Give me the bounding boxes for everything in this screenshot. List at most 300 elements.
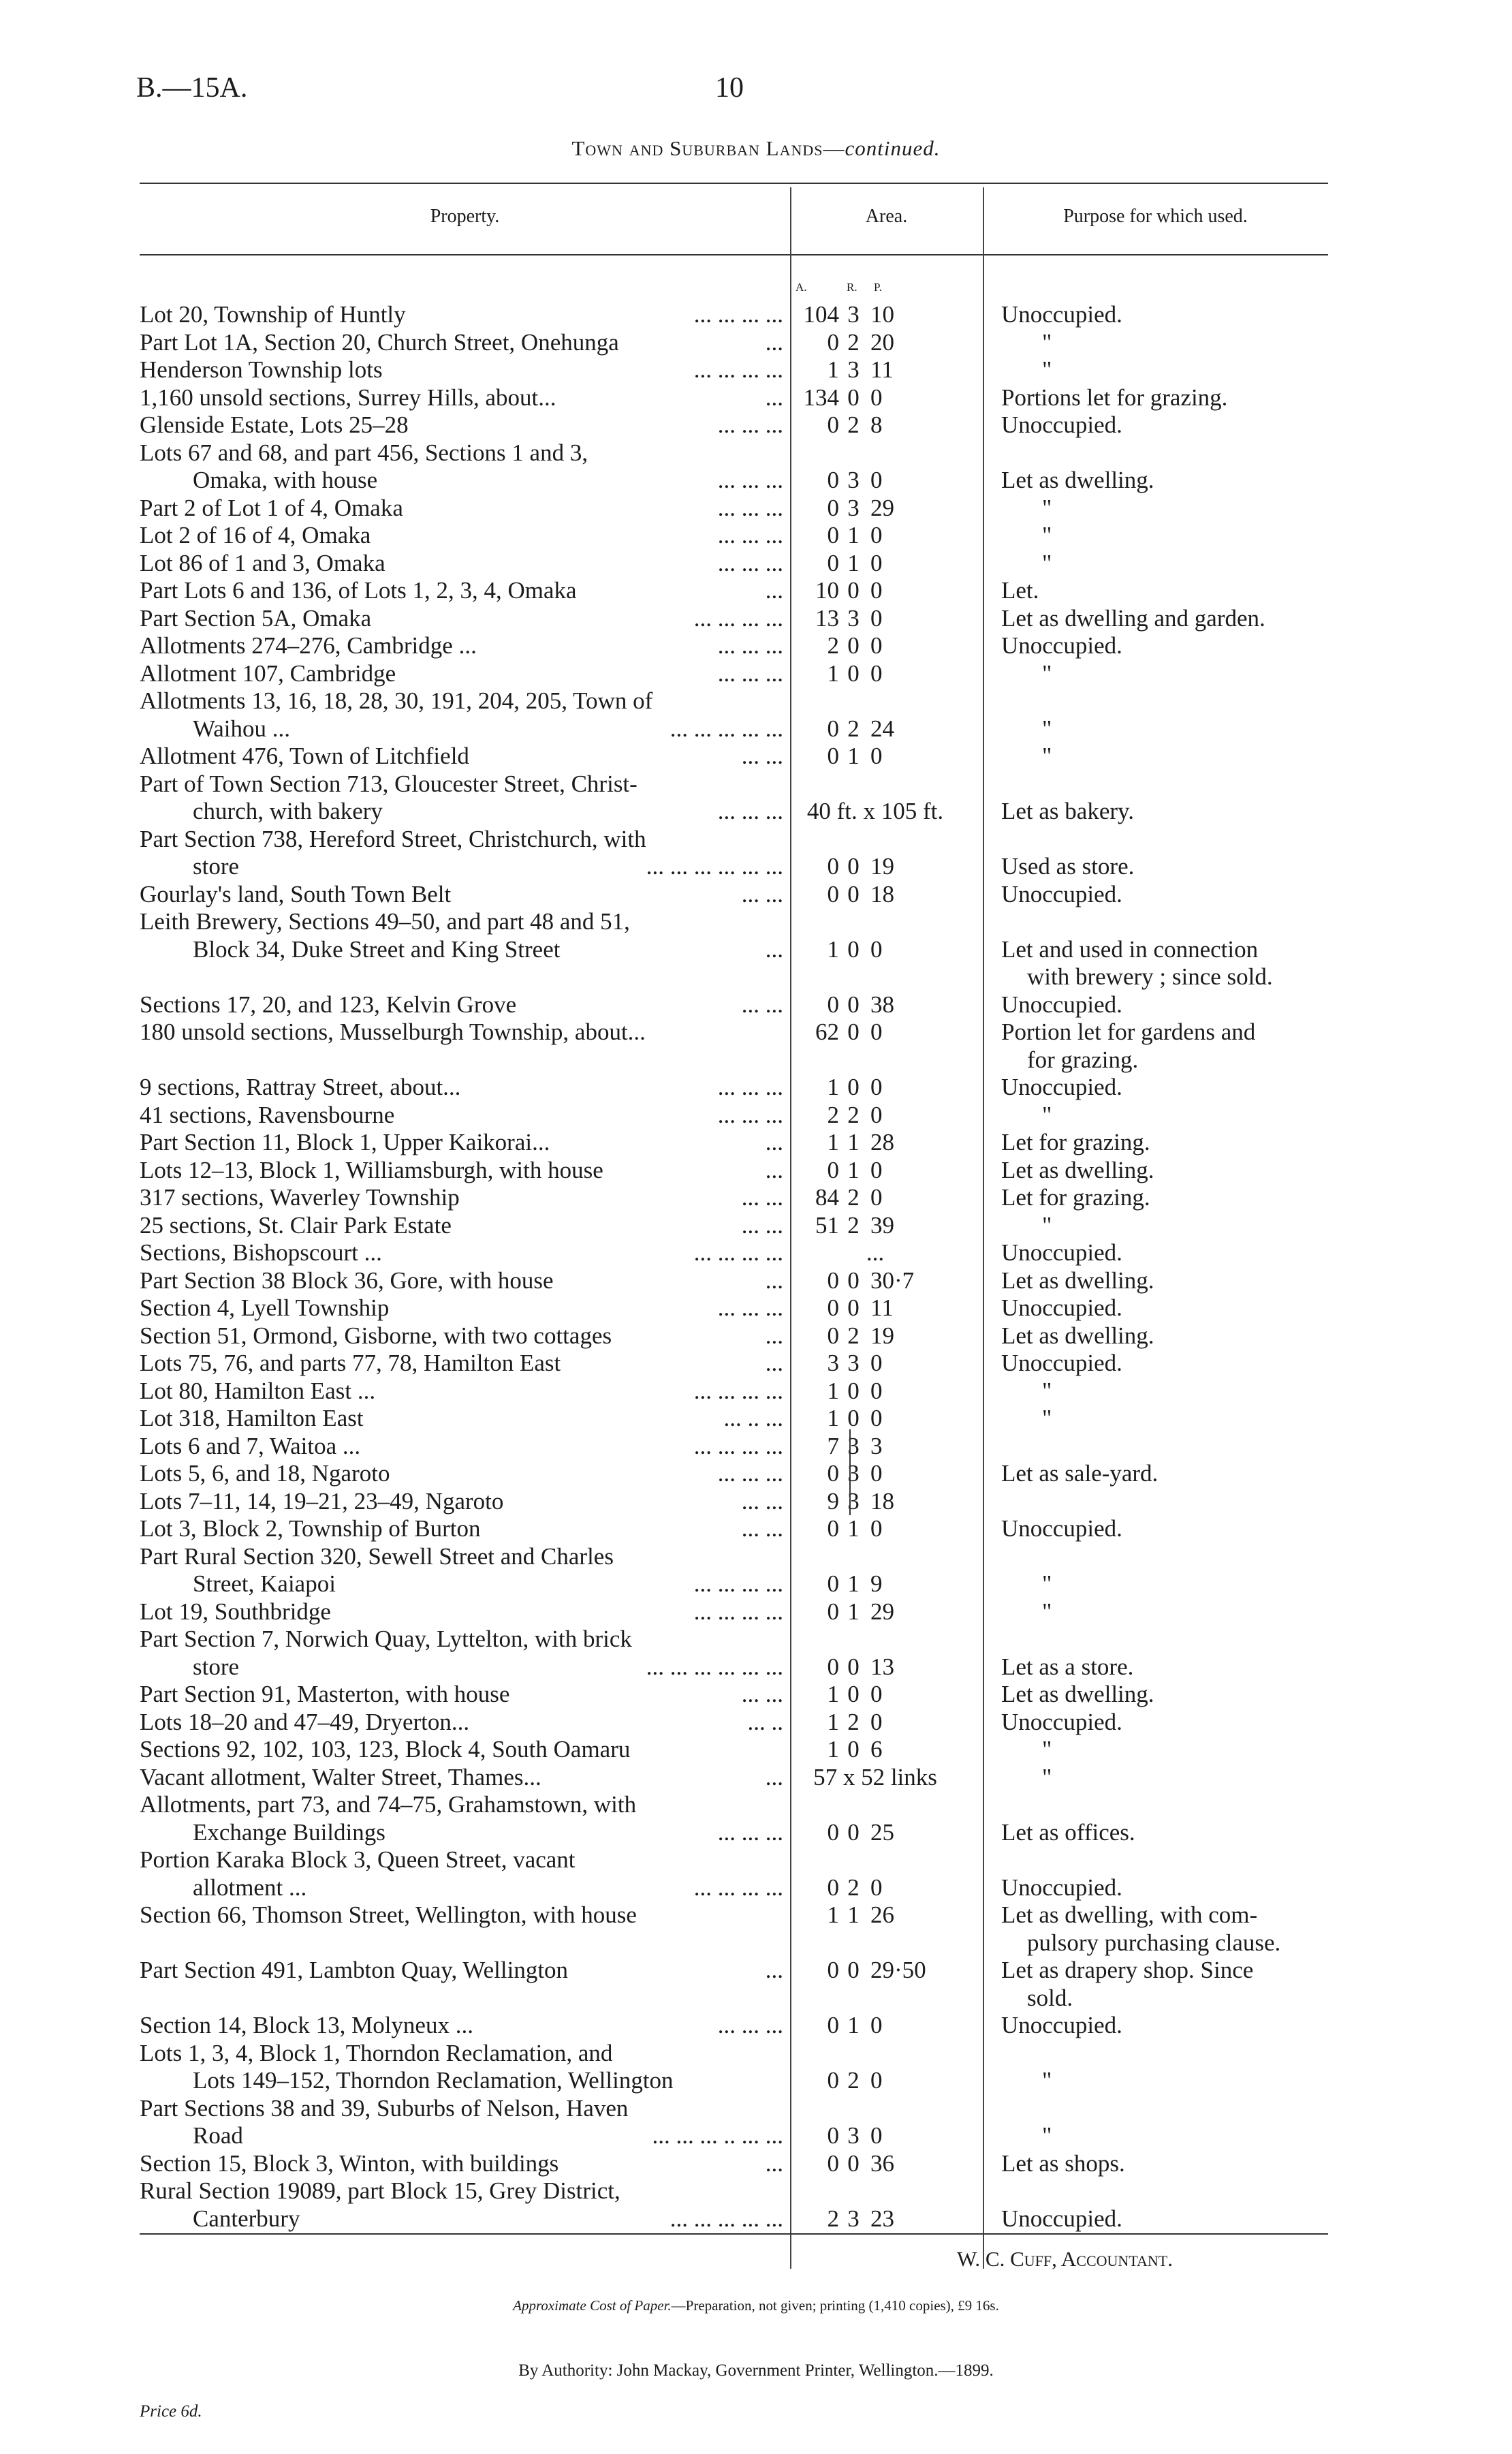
purpose-line: with brewery ; since sold. xyxy=(1027,963,1273,990)
property-line: Rural Section 19089, part Block 15, Grey District, xyxy=(140,2177,620,2204)
purpose-cell xyxy=(1001,1764,1355,1792)
area-acres: 0 xyxy=(827,1957,839,1983)
purpose-cell xyxy=(1001,329,1355,357)
property-cell xyxy=(140,1074,783,1102)
table-row xyxy=(140,2177,1366,2233)
table-row xyxy=(140,1515,1366,1543)
property-cell xyxy=(140,1901,783,1929)
area-acres: 0 xyxy=(827,2149,839,2177)
area-perches: 0 xyxy=(870,1681,883,1707)
area-cell xyxy=(793,302,957,329)
unit-roods: R. xyxy=(847,281,857,294)
area-acres: 1 xyxy=(827,1901,839,1928)
purpose-line: Unoccupied. xyxy=(1001,880,1122,907)
area-perches: 0 xyxy=(870,743,883,769)
purpose-cell xyxy=(1001,1129,1355,1157)
purpose-line: Let as dwelling. xyxy=(1001,1267,1154,1294)
area-text: 40 ft. x 105 ft. xyxy=(806,798,944,824)
area-roods: 0 xyxy=(847,853,860,880)
area-cell xyxy=(793,1433,957,1460)
property-cell xyxy=(140,439,783,495)
property-line: 41 sections, Ravensbourne xyxy=(140,1101,395,1128)
footnote-text: —Preparation, not given; printing (1,410 copies), £9 16s. xyxy=(671,2297,999,2314)
purpose-line: Unoccupied. xyxy=(1001,2205,1122,2232)
area-perches: 25 xyxy=(870,1818,894,1846)
property-line: Portion Karaka Block 3, Queen Street, vacant xyxy=(140,1846,576,1873)
table-row xyxy=(140,1212,1366,1240)
area-perches: 0 xyxy=(870,1405,883,1431)
purpose-line: Let as a store. xyxy=(1001,1653,1134,1680)
area-roods: 0 xyxy=(847,991,860,1018)
leader-dots: ... ... xyxy=(741,880,783,907)
area-text: 57 x 52 links xyxy=(813,1763,937,1790)
area-perches: 0 xyxy=(870,1515,883,1542)
area-cell xyxy=(793,1516,957,1543)
purpose-cell xyxy=(1001,495,1355,523)
purpose-cell xyxy=(1001,853,1355,881)
table-row xyxy=(140,495,1366,523)
area-text: ... xyxy=(866,1239,885,1266)
area-perches: 11 xyxy=(870,356,894,383)
property-line: Section 51, Ormond, Gisborne, with two cottages xyxy=(140,1322,612,1349)
area-acres: 0 xyxy=(827,494,839,521)
area-acres: 13 xyxy=(815,604,839,632)
area-perches: 0 xyxy=(870,935,883,963)
leader-dots: ... ... ... ... xyxy=(693,1239,783,1266)
purpose-line: Let. xyxy=(1001,577,1039,604)
area-perches: 0 xyxy=(870,1460,883,1487)
area-acres: 1 xyxy=(827,1708,839,1735)
area-perches: 3 xyxy=(870,1432,883,1459)
table-row xyxy=(140,881,1366,909)
area-roods: 0 xyxy=(847,1957,860,1983)
purpose-line: " xyxy=(1042,494,1052,521)
property-cell xyxy=(140,605,783,633)
area-cell xyxy=(793,1709,957,1736)
property-cell xyxy=(140,2177,783,2233)
purpose-cell xyxy=(1001,384,1355,412)
area-acres: 7 xyxy=(827,1432,839,1459)
leader-dots: ... ... xyxy=(741,743,783,769)
leader-dots: ... ... ... xyxy=(717,1101,783,1128)
table-row xyxy=(140,2150,1366,2178)
purpose-line: Unoccupied. xyxy=(1001,632,1122,659)
purpose-cell xyxy=(1001,2205,1355,2233)
table-row xyxy=(140,1294,1366,1322)
area-perches: 10 xyxy=(870,301,894,328)
area-acres: 0 xyxy=(827,1267,839,1294)
purpose-line: Let as dwelling, with com- xyxy=(1001,1901,1258,1928)
purpose-cell xyxy=(1001,991,1355,1019)
area-perches: 0 xyxy=(870,659,883,687)
area-cell xyxy=(793,1957,957,1985)
area-cell xyxy=(793,1295,957,1322)
property-cell xyxy=(140,356,783,384)
purpose-line: Let as dwelling. xyxy=(1001,1681,1154,1707)
table-row xyxy=(140,1901,1366,1956)
purpose-cell xyxy=(1001,1653,1355,1681)
purpose-cell xyxy=(1001,1378,1355,1405)
leader-dots: ... ... ... xyxy=(717,549,783,576)
area-cell xyxy=(793,854,957,881)
area-roods: 3 xyxy=(847,1460,860,1487)
section-title-main: Town and Suburban Lands— xyxy=(571,136,845,160)
area-perches: 0 xyxy=(870,1184,883,1211)
column-header-purpose: Purpose for which used. xyxy=(1063,206,1248,227)
area-cell xyxy=(793,2205,957,2233)
area-cell xyxy=(793,1378,957,1405)
area-perches: 36 xyxy=(870,2149,894,2177)
area-acres: 62 xyxy=(815,1019,839,1045)
property-line: Section 14, Block 13, Molyneux ... xyxy=(140,2012,473,2038)
purpose-cell xyxy=(1001,1957,1355,2012)
area-cell xyxy=(793,495,957,522)
property-cell xyxy=(140,881,783,909)
area-cell xyxy=(793,1598,957,1626)
purpose-line: Let as dwelling. xyxy=(1001,1322,1154,1349)
property-line: 317 sections, Waverley Township xyxy=(140,1184,460,1211)
area-acres: 0 xyxy=(827,1570,839,1597)
property-line: Lots 6 and 7, Waitoa ... xyxy=(140,1432,361,1459)
table-bottom-rule xyxy=(140,2233,1328,2235)
area-cell xyxy=(793,633,957,660)
property-line: Section 66, Thomson Street, Wellington, with house xyxy=(140,1901,637,1928)
area-cell xyxy=(793,1212,957,1239)
area-roods: 3 xyxy=(847,467,860,493)
purpose-cell xyxy=(1001,411,1355,439)
property-line: Allotment 476, Town of Litchfield xyxy=(140,743,469,769)
purpose-cell xyxy=(1001,1019,1355,1074)
property-cell xyxy=(140,329,783,357)
section-title xyxy=(0,136,1512,161)
property-line: Part Section 38 Block 36, Gore, with house xyxy=(140,1267,554,1294)
table-row xyxy=(140,1267,1366,1295)
table-row xyxy=(140,439,1366,495)
footnote-label: Approximate Cost of Paper. xyxy=(513,2297,672,2314)
property-cell xyxy=(140,1019,783,1046)
area-acres: 0 xyxy=(827,1294,839,1321)
table-row xyxy=(140,1102,1366,1130)
purpose-cell xyxy=(1001,301,1355,329)
property-line: Allotment 107, Cambridge xyxy=(140,659,396,687)
area-acres: 3 xyxy=(827,1350,839,1376)
area-roods: 1 xyxy=(847,1156,860,1183)
purpose-cell xyxy=(1001,2012,1355,2040)
property-line: Block 34, Duke Street and King Street xyxy=(193,935,561,963)
area-perches: 0 xyxy=(870,1874,883,1901)
purpose-cell xyxy=(1001,1874,1355,1902)
property-cell xyxy=(140,1764,783,1792)
purpose-cell xyxy=(1001,1239,1355,1267)
signature: W. C. Cuff, Accountant. xyxy=(957,2247,1173,2271)
table-row xyxy=(140,826,1366,881)
area-acres: 0 xyxy=(827,522,839,548)
purpose-cell xyxy=(1001,936,1355,991)
area-cell xyxy=(793,1102,957,1129)
table-row xyxy=(140,577,1366,605)
area-roods: 3 xyxy=(847,1487,860,1515)
area-cell xyxy=(793,1461,957,1488)
area-roods: 0 xyxy=(847,1294,860,1321)
purpose-line: Let as shops. xyxy=(1001,2149,1125,2177)
property-line: church, with bakery xyxy=(193,798,383,824)
table-row xyxy=(140,411,1366,439)
purpose-line: " xyxy=(1042,1598,1052,1625)
property-line: Canterbury xyxy=(193,2205,300,2232)
table-row xyxy=(140,1846,1366,1901)
area-roods: 2 xyxy=(847,2067,860,2094)
property-line: Road xyxy=(193,2122,243,2149)
purpose-line: " xyxy=(1042,328,1052,356)
area-roods: 0 xyxy=(847,2149,860,2177)
area-acres: 1 xyxy=(827,1129,839,1155)
area-acres: 1 xyxy=(827,1405,839,1431)
property-cell xyxy=(140,1102,783,1130)
section-title-suffix: continued. xyxy=(845,136,941,160)
property-line: Lots 67 and 68, and part 456, Sections 1 and 3, xyxy=(140,439,588,466)
property-line: store xyxy=(193,853,240,880)
area-roods: 3 xyxy=(847,2205,860,2232)
area-perches: 0 xyxy=(870,1377,883,1404)
area-acres: 0 xyxy=(827,1598,839,1625)
purpose-line: " xyxy=(1042,522,1052,548)
property-line: Part Section 738, Hereford Street, Christchurch, with xyxy=(140,825,646,852)
property-line: Waihou ... xyxy=(193,715,290,742)
property-cell xyxy=(140,1184,783,1212)
area-roods: 2 xyxy=(847,1708,860,1735)
area-acres: 1 xyxy=(827,1681,839,1707)
leader-dots: ... ... ... xyxy=(717,1460,783,1487)
property-cell xyxy=(140,2040,783,2095)
purpose-line: Unoccupied. xyxy=(1001,411,1122,438)
area-cell xyxy=(793,660,957,687)
property-line: Part Lots 6 and 136, of Lots 1, 2, 3, 4, Omaka xyxy=(140,577,577,604)
area-roods: 3 xyxy=(847,301,860,328)
property-cell xyxy=(140,411,783,439)
purpose-cell xyxy=(1001,522,1355,550)
property-line: Lot 86 of 1 and 3, Omaka xyxy=(140,549,385,576)
property-cell xyxy=(140,1709,783,1737)
leader-dots: ... xyxy=(765,1129,783,1155)
property-cell xyxy=(140,1378,783,1405)
purpose-line: " xyxy=(1042,715,1052,742)
leader-dots: ... ... ... ... ... ... xyxy=(646,853,783,880)
property-cell xyxy=(140,1515,783,1543)
leader-dots: ... ... ... xyxy=(717,522,783,548)
area-roods: 2 xyxy=(847,1101,860,1128)
leader-dots: ... ... ... ... xyxy=(693,604,783,632)
area-perches: 18 xyxy=(870,880,894,907)
area-acres: 0 xyxy=(827,1460,839,1487)
area-perches: 0 xyxy=(870,604,883,632)
area-acres: 104 xyxy=(803,301,839,328)
property-cell xyxy=(140,1239,783,1267)
area-acres: 1 xyxy=(827,935,839,963)
property-line: Lots 149–152, Thorndon Reclamation, Wellington xyxy=(193,2067,674,2094)
purpose-cell xyxy=(1001,881,1355,909)
area-cell xyxy=(793,1185,957,1212)
purpose-line: " xyxy=(1042,1405,1052,1431)
leader-dots: ... ... ... xyxy=(717,2012,783,2038)
page-number: 10 xyxy=(715,72,744,104)
purpose-cell xyxy=(1001,1598,1355,1626)
area-acres: 0 xyxy=(827,1515,839,1542)
leader-dots: ... xyxy=(765,577,783,604)
leader-dots: ... ... ... xyxy=(717,1818,783,1846)
area-cell xyxy=(793,991,957,1019)
property-line: Lot 2 of 16 of 4, Omaka xyxy=(140,522,371,548)
area-perches: 38 xyxy=(870,991,894,1018)
area-cell xyxy=(793,1267,957,1294)
purpose-line: Unoccupied. xyxy=(1001,1515,1122,1542)
leader-dots: ... ... ... ... xyxy=(693,301,783,328)
purpose-line: " xyxy=(1042,2122,1052,2149)
property-cell xyxy=(140,1322,783,1350)
area-acres: 0 xyxy=(827,991,839,1018)
property-line: Lot 318, Hamilton East xyxy=(140,1405,364,1431)
purpose-line: Let as sale-yard. xyxy=(1001,1460,1159,1487)
area-perches: 0 xyxy=(870,1708,883,1735)
purpose-cell xyxy=(1001,798,1355,826)
table-row xyxy=(140,1157,1366,1185)
area-roods: 2 xyxy=(847,715,860,742)
area-roods: 2 xyxy=(847,328,860,356)
area-cell xyxy=(793,1571,957,1598)
property-cell xyxy=(140,384,783,412)
table-row xyxy=(140,1681,1366,1709)
area-acres: 1 xyxy=(827,659,839,687)
property-cell xyxy=(140,1212,783,1240)
area-acres: 0 xyxy=(827,853,839,880)
area-roods: 2 xyxy=(847,1211,860,1239)
property-line: Leith Brewery, Sections 49–50, and part 48 and 51, xyxy=(140,908,630,935)
property-line: Section 15, Block 3, Winton, with buildings xyxy=(140,2149,559,2177)
area-roods: 3 xyxy=(847,604,860,632)
table-row xyxy=(140,1543,1366,1598)
area-perches: 0 xyxy=(870,1019,883,1045)
table-header-rule xyxy=(140,254,1328,255)
property-line: Part Section 491, Lambton Quay, Wellington xyxy=(140,1957,569,1983)
area-perches: 0 xyxy=(870,522,883,548)
property-cell xyxy=(140,1488,783,1516)
property-cell xyxy=(140,660,783,688)
leader-dots: ... .. xyxy=(747,1708,783,1735)
table-row xyxy=(140,1129,1366,1157)
property-line: Lot 80, Hamilton East ... xyxy=(140,1377,376,1404)
leader-dots: ... ... ... ... xyxy=(693,1598,783,1625)
purpose-cell xyxy=(1001,550,1355,578)
table-row xyxy=(140,1350,1366,1378)
area-roods: 0 xyxy=(847,1736,860,1762)
table-row xyxy=(140,384,1366,412)
purpose-cell xyxy=(1001,2122,1355,2150)
property-line: Part Section 7, Norwich Quay, Lyttelton, with brick xyxy=(140,1626,632,1652)
purpose-cell xyxy=(1001,660,1355,688)
table-row xyxy=(140,771,1366,826)
area-cell xyxy=(793,1350,957,1378)
area-roods: 0 xyxy=(847,1818,860,1846)
property-cell xyxy=(140,687,783,743)
area-perches: 0 xyxy=(870,1156,883,1183)
table-row xyxy=(140,1791,1366,1846)
purpose-line: Let as offices. xyxy=(1001,1818,1135,1846)
table-row xyxy=(140,2040,1366,2095)
leader-dots: ... ... ... xyxy=(717,1294,783,1321)
property-cell xyxy=(140,743,783,771)
leader-dots: ... xyxy=(765,935,783,963)
leader-dots: ... ... ... xyxy=(717,411,783,438)
purpose-cell xyxy=(1001,1184,1355,1212)
area-cell xyxy=(793,2068,957,2095)
leader-dots: ... xyxy=(765,2149,783,2177)
purpose-cell xyxy=(1001,715,1355,743)
purpose-line: Unoccupied. xyxy=(1001,1294,1122,1321)
table-row xyxy=(140,301,1366,329)
purpose-cell xyxy=(1001,1460,1355,1488)
purpose-cell xyxy=(1001,1515,1355,1543)
purpose-line: " xyxy=(1042,356,1052,383)
purpose-cell xyxy=(1001,1350,1355,1378)
area-cell xyxy=(793,743,957,771)
area-acres: 0 xyxy=(827,2012,839,2038)
area-cell xyxy=(793,1737,957,1764)
property-line: 25 sections, St. Clair Park Estate xyxy=(140,1211,452,1239)
property-line: Lots 75, 76, and parts 77, 78, Hamilton East xyxy=(140,1350,561,1376)
property-line: Lots 12–13, Block 1, Williamsburgh, with house xyxy=(140,1156,603,1183)
purpose-line: Used as store. xyxy=(1001,853,1135,880)
property-cell xyxy=(140,1791,783,1846)
leader-dots: ... ... ... .. ... ... xyxy=(652,2122,783,2149)
area-roods: 2 xyxy=(847,1874,860,1901)
property-line: Part Section 91, Masterton, with house xyxy=(140,1681,510,1707)
area-cell xyxy=(793,467,957,495)
leader-dots: ... ... ... ... xyxy=(693,1874,783,1901)
purpose-line: Unoccupied. xyxy=(1001,1074,1122,1100)
property-cell xyxy=(140,2095,783,2150)
table-row xyxy=(140,1626,1366,1681)
table-row xyxy=(140,1184,1366,1212)
area-perches: 0 xyxy=(870,467,883,493)
area-acres: 10 xyxy=(815,577,839,604)
area-roods: 0 xyxy=(847,1267,860,1294)
table-row xyxy=(140,1957,1366,2011)
area-perches: 0 xyxy=(870,549,883,576)
area-cell xyxy=(793,2123,957,2150)
property-line: store xyxy=(193,1653,240,1680)
area-acres: 0 xyxy=(827,1156,839,1183)
property-line: Vacant allotment, Walter Street, Thames... xyxy=(140,1763,541,1790)
area-acres: 0 xyxy=(827,1653,839,1680)
purpose-line: Let for grazing. xyxy=(1001,1129,1150,1155)
area-roods: 1 xyxy=(847,1515,860,1542)
property-cell xyxy=(140,1350,783,1378)
leader-dots: ... ... xyxy=(741,1487,783,1515)
area-perches: 0 xyxy=(870,2122,883,2149)
document-code: B.—15A. xyxy=(136,72,248,104)
property-line: Allotments 274–276, Cambridge ... xyxy=(140,632,477,659)
purpose-cell xyxy=(1001,743,1355,771)
leader-dots: ... ... ... ... xyxy=(693,1570,783,1597)
area-cell xyxy=(793,1322,957,1350)
column-header-property: Property. xyxy=(430,206,500,227)
leader-dots: ... ... xyxy=(741,1681,783,1707)
area-roods: 1 xyxy=(847,1598,860,1625)
area-roods: 0 xyxy=(847,1653,860,1680)
area-perches: 0 xyxy=(870,1350,883,1376)
property-cell xyxy=(140,1846,783,1901)
area-acres: 1 xyxy=(827,1074,839,1100)
table-row xyxy=(140,1378,1366,1405)
